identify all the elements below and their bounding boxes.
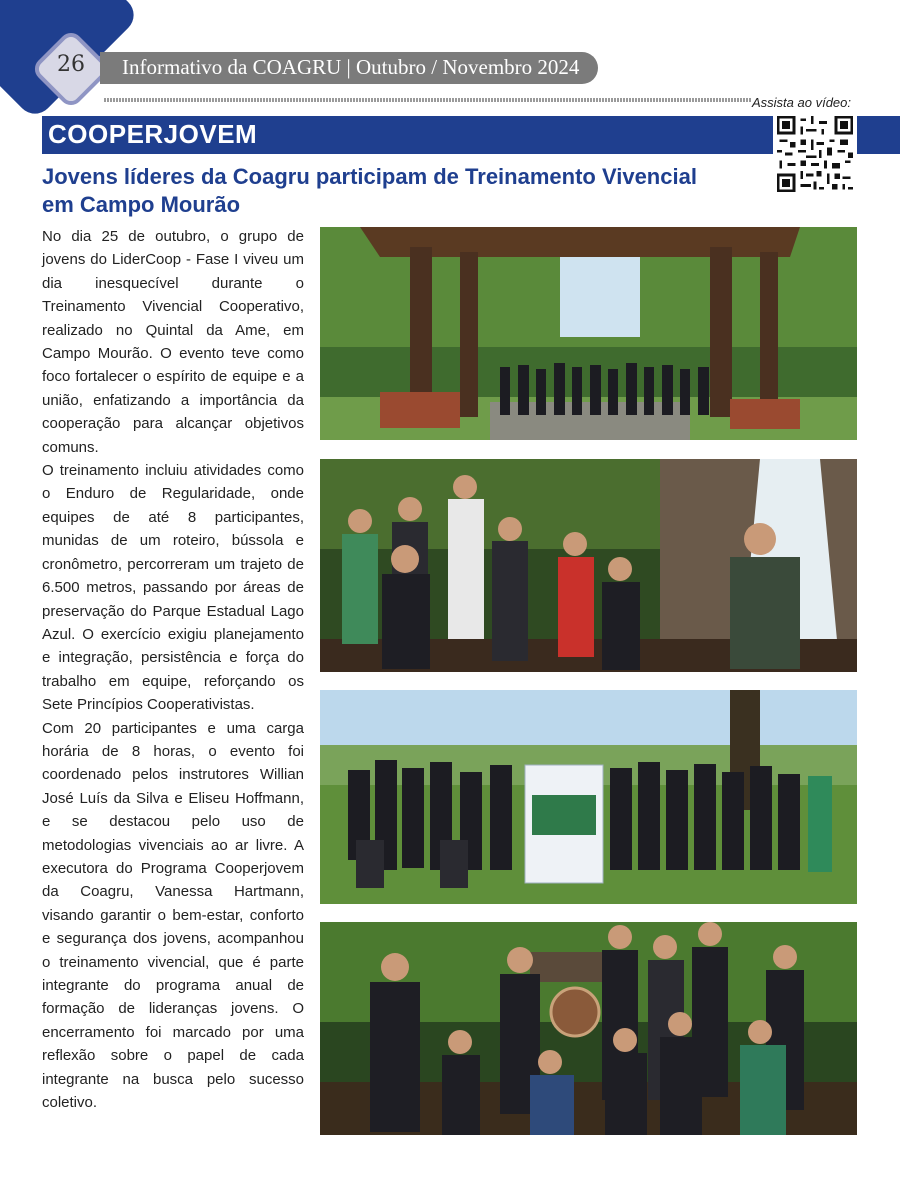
photo-group-gate — [320, 227, 857, 440]
article-paragraph: No dia 25 de outubro, o grupo de jovens do LiderCoop - Fase I viveu um dia inesquecível durante o Treinamento Vivencial Cooperativo, realizado no Quintal da Ame, em Campo Mourão. O evento teve como foco fortalecer o espírito de equipe e a união, enfatizando a importância da cooperação para alcançar objetivos comuns. — [42, 228, 304, 456]
photo-group-trail-sign — [320, 922, 857, 1135]
page-number: 26 — [57, 52, 85, 77]
header-divider — [104, 98, 752, 102]
video-label: Assista ao vídeo: — [752, 95, 851, 110]
qr-code-icon — [777, 116, 853, 192]
photo-group-banner — [320, 690, 857, 904]
article-paragraph: Com 20 participantes e uma carga horária de 8 horas, o evento foi coordenado pelos instrutores Willian José Luís da Silva e Eliseu Hoffmann, e se destacou pelo uso de metodologias vivenciais ao ar livre. A executora do Programa Cooperjovem da Coagru, Vanessa Hartmann, visando garantir o bem-estar, conforto e segurança dos jovens, acompanhou o treinamento vivencial, que é parte integrante do programa anual de formação de lideranças jovens. O encerramento foi marcado por uma reflexão sobre o papel de cada integrante na busca pelo sucesso coletivo. — [42, 719, 304, 1112]
article-headline: Jovens líderes da Coagru participam de Treinamento Vivencial em Campo Mourão — [42, 164, 697, 217]
article-body — [42, 225, 304, 1114]
photo-group-waterfall — [320, 459, 857, 672]
publication-title: Informativo da COAGRU | Outubro / Novembro 2024 — [122, 55, 580, 79]
qr-code[interactable] — [773, 112, 857, 196]
section-title: COOPERJOVEM — [48, 119, 258, 149]
article-paragraph: O treinamento incluiu atividades como o Enduro de Regularidade, onde equipes de até 8 participantes, munidas de um roteiro, bússola e cronômetro, percorreram um trajeto de 6.500 metros, passando por áreas de preservação do Parque Estadual Lago Azul. O exercício exigiu planejamento e integração, persistência e força do trabalho em equipe, reforçando os Sete Princípios Cooperativistas. — [42, 462, 304, 714]
